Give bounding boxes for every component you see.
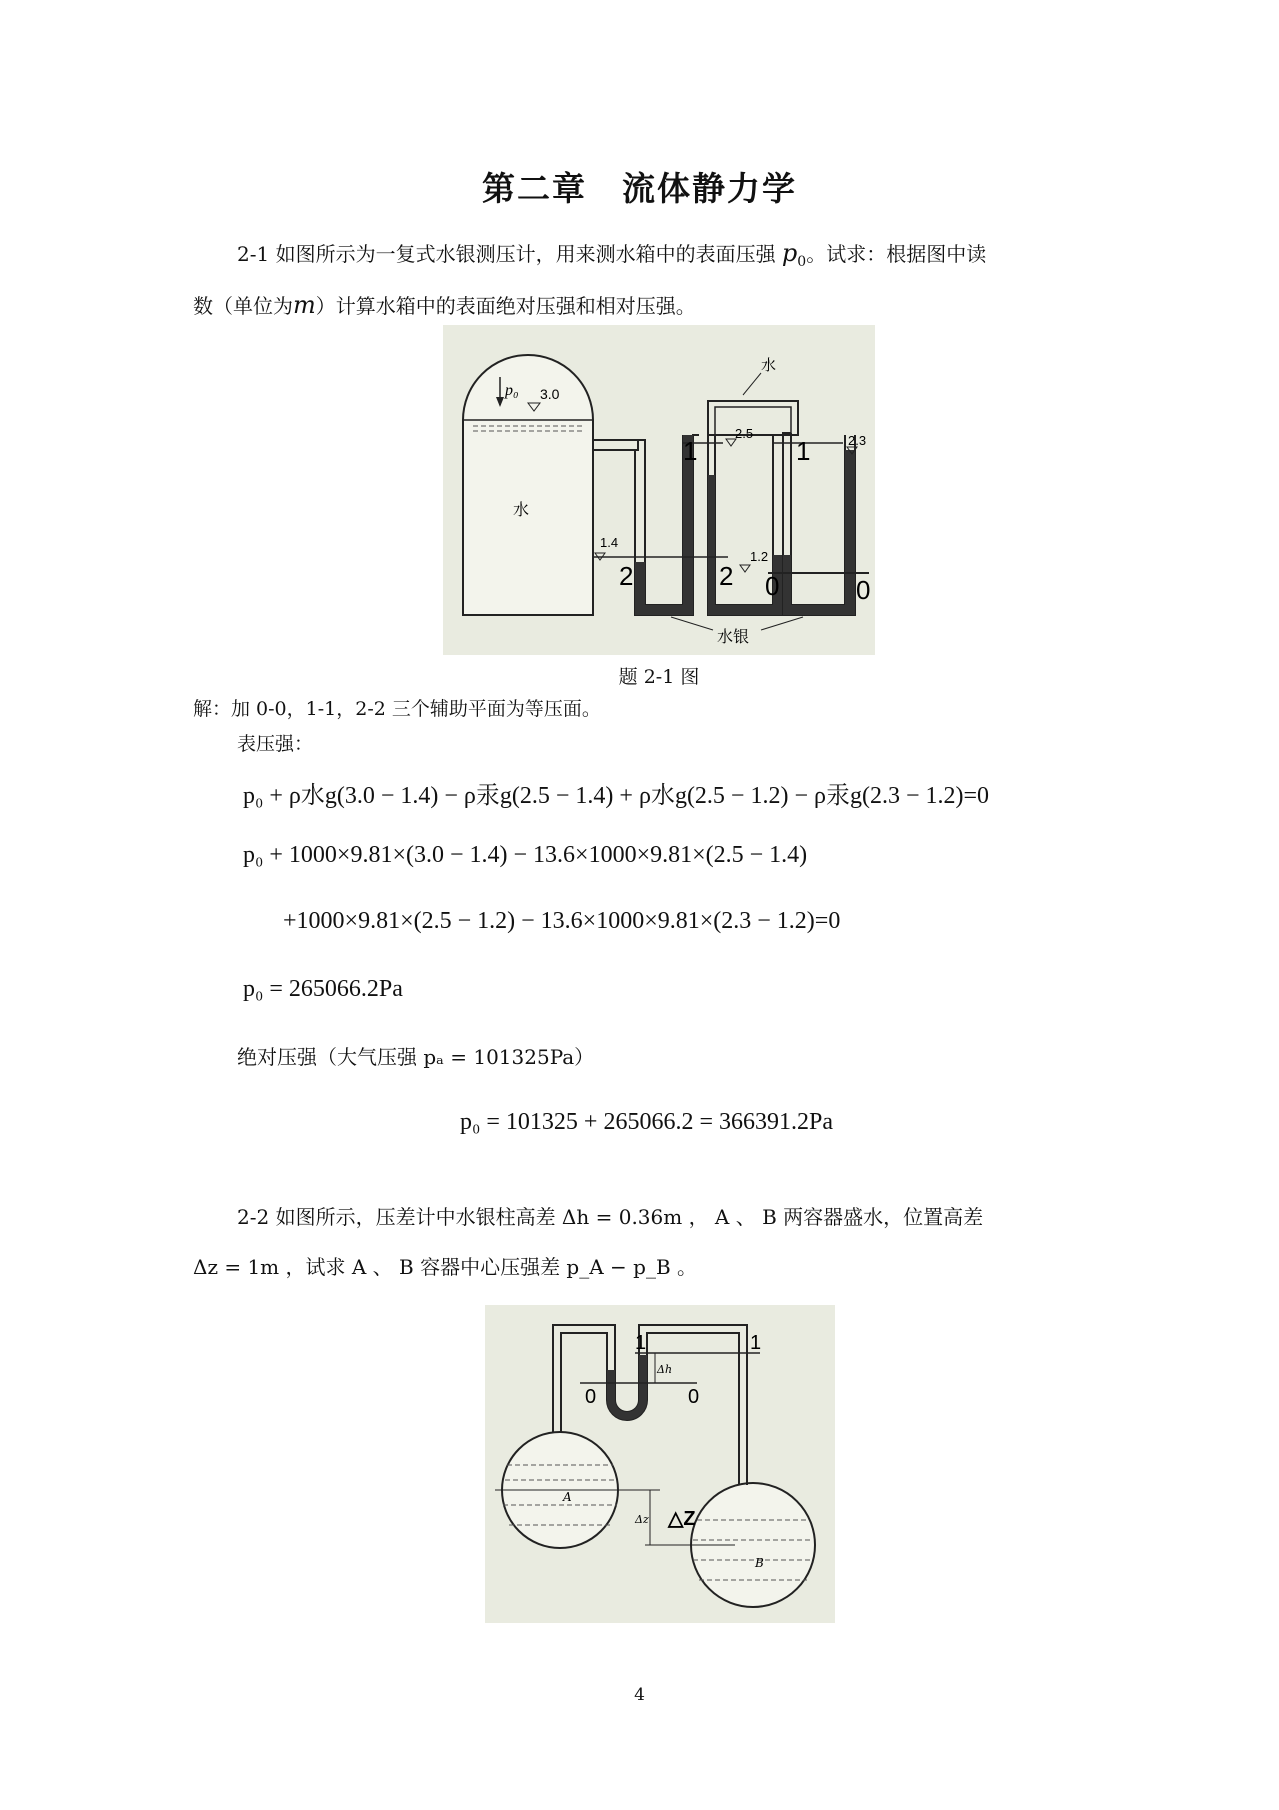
figure-2-2-diagram	[485, 1305, 835, 1623]
equation-1: p₀ + ρ水g(3.0 − 1.4) − ρ汞g(2.5 − 1.4) + ρ水g(2.5 − 1.2) − ρ汞g(2.3 − 1.2)=0	[243, 783, 990, 809]
plane-0-label-left: 0	[585, 1386, 597, 1408]
gauge-pressure-label: 表压强：	[237, 733, 314, 755]
mercury-column	[607, 1355, 647, 1420]
dh-label: Δh	[657, 1363, 673, 1376]
equation-3: +1000×9.81×(2.5 − 1.2) − 13.6×1000×9.81×(2.3 − 1.2)=0	[283, 908, 841, 934]
plane-2-label-left: 2	[619, 561, 634, 591]
vessel-b-label: B	[755, 1556, 764, 1570]
dz-small-label: Δz	[635, 1513, 649, 1526]
equation-2: p₀ + 1000×9.81×(3.0 − 1.4) − 13.6×1000×9.81×(2.5 − 1.4)	[243, 842, 808, 868]
level-marker-12	[740, 565, 750, 572]
mercury-label: 水银	[717, 627, 750, 646]
plane-2-label-right: 2	[719, 561, 734, 591]
solution-intro: 解：加 0-0，1-1，2-2 三个辅助平面为等压面。	[193, 698, 601, 720]
p0-label: p₀	[505, 382, 519, 399]
figure-2-1-diagram	[443, 325, 875, 655]
height-1-2: 1.2	[750, 549, 769, 564]
problem-2-1-text-b: 。试求：根据图中读	[806, 242, 987, 266]
vessel-a-label: A	[563, 1490, 572, 1504]
u-tube-1-inner	[645, 435, 683, 605]
height-2-5: 2.5	[735, 426, 754, 441]
mercury-pointer-right	[761, 617, 803, 630]
plane-0-label-left: 0	[765, 571, 780, 601]
problem-2-2-line2: Δz = 1m ，试求 A 、 B 容器中心压强差 p_A − p_B 。	[193, 1255, 698, 1279]
equation-4: p₀ = 265066.2Pa	[243, 976, 403, 1002]
plane-0-label-right: 0	[856, 575, 871, 605]
water-tank	[463, 355, 593, 615]
plane-0-label-right: 0	[688, 1386, 700, 1408]
water-pointer	[743, 373, 761, 395]
unit-m: m	[293, 291, 316, 319]
absolute-pressure-label: 绝对压强（大气压强 pₐ = 101325Pa）	[237, 1045, 595, 1069]
upper-water-label: 水	[761, 356, 777, 374]
figure-2-1	[443, 325, 875, 655]
figure-2-1-caption: 题 2-1 图	[618, 666, 700, 688]
equation-5: p₀ = 101325 + 265066.2 = 366391.2Pa	[460, 1109, 833, 1135]
problem-2-1-line2-b: ）计算水箱中的表面绝对压强和相对压强。	[315, 294, 696, 318]
figure-2-2	[485, 1305, 835, 1623]
plane-1-label-left: 1	[635, 1332, 647, 1354]
dz-label: △Z	[668, 1508, 696, 1530]
plane-1-label-right: 1	[750, 1332, 762, 1354]
height-1-4: 1.4	[600, 535, 619, 550]
plane-1-label-left: 1	[683, 436, 698, 466]
page-number: 4	[634, 1685, 645, 1705]
height-3-0: 3.0	[540, 386, 560, 402]
p0-symbol: p	[781, 239, 798, 267]
mercury-pointer-left	[671, 617, 713, 630]
tank-outlet-pipe	[593, 440, 638, 450]
chapter-title: 第二章 流体静力学	[482, 169, 797, 208]
problem-2-1-line2-a: 数（单位为	[193, 294, 293, 318]
problem-2-1-text-a: 2-1 如图所示为一复式水银测压计，用来测水箱中的表面压强	[237, 242, 782, 266]
problem-2-2-line1: 2-2 如图所示，压差计中水银柱高差 Δh = 0.36m ， A 、 B 两容器盛水，位置高差	[237, 1205, 984, 1229]
tank-water-label: 水	[513, 500, 530, 519]
p0-subscript: 0	[797, 254, 807, 270]
plane-1-label-right: 1	[796, 436, 811, 466]
height-2-3: 2.3	[848, 433, 867, 448]
